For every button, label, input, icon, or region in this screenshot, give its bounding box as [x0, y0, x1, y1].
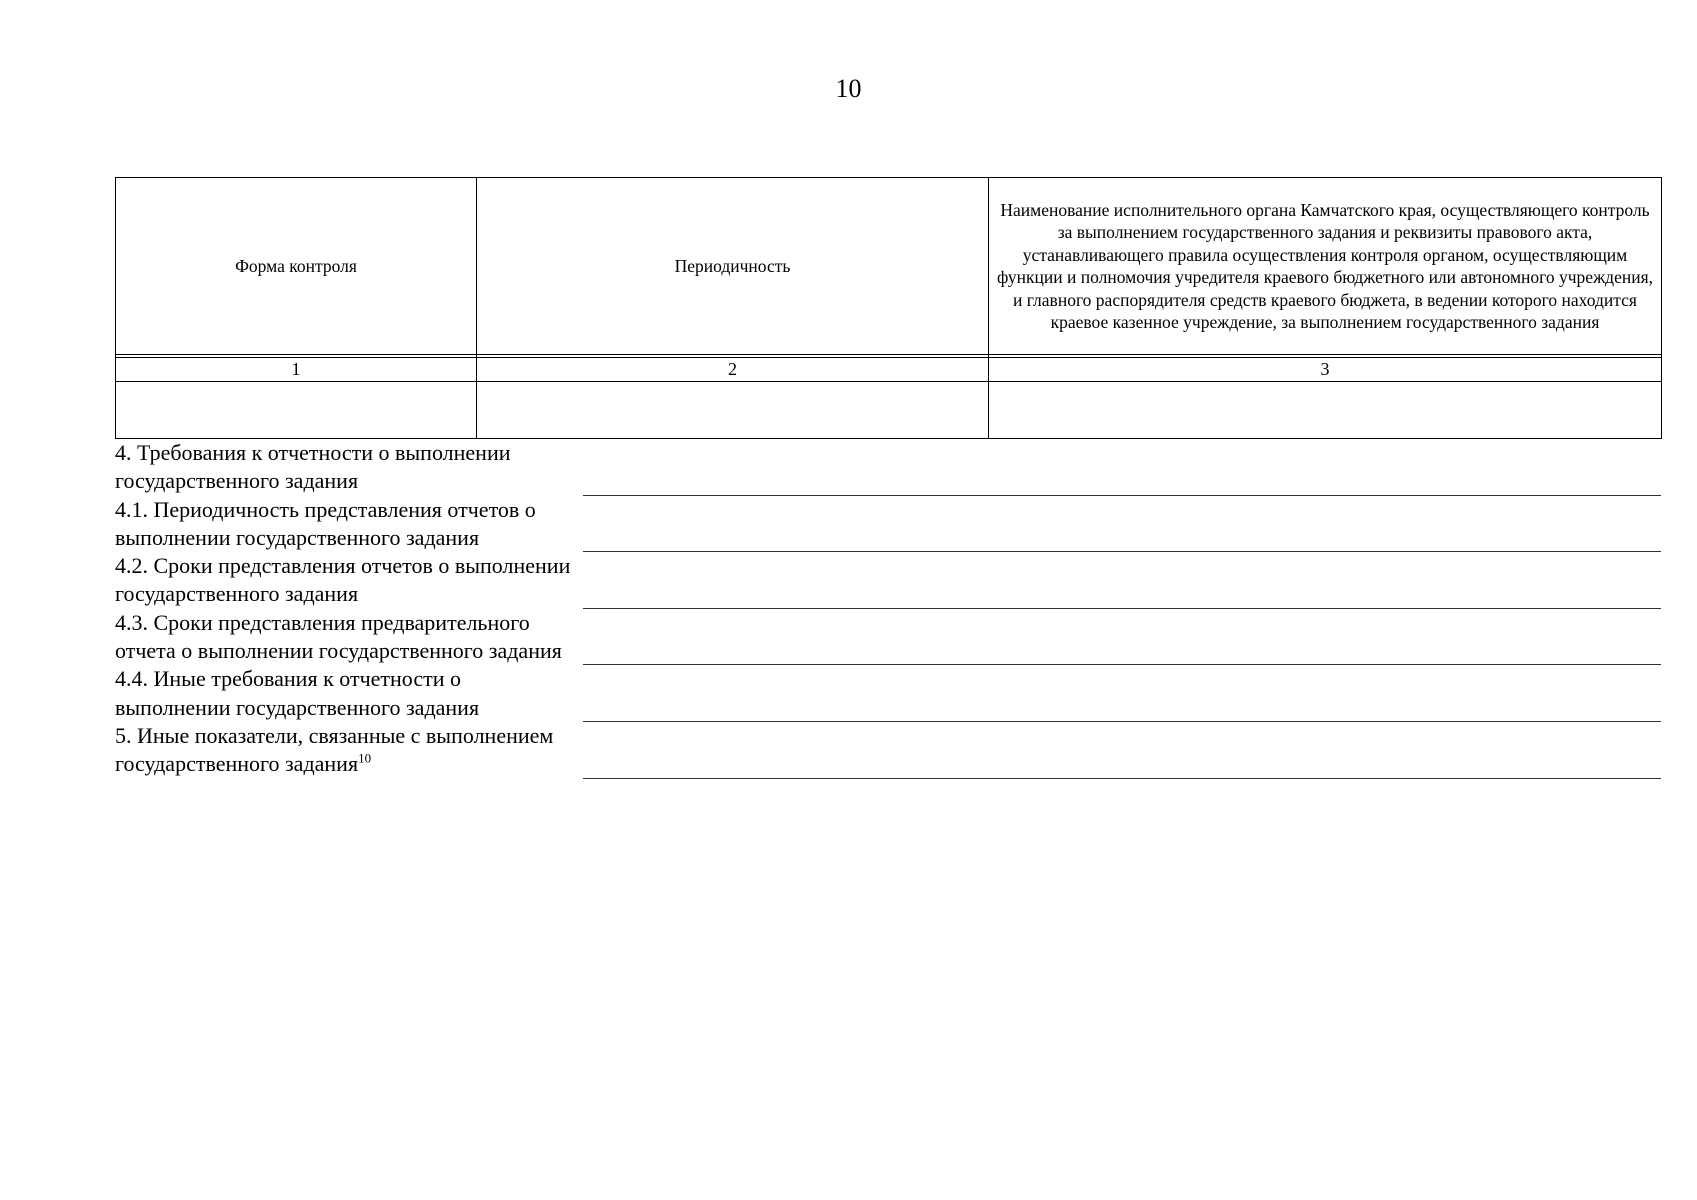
- requirement-label: [115, 722, 571, 779]
- footnote-marker: 10: [358, 750, 372, 766]
- requirement-label: 4.4. Иные требования к отчетности о выполнении государственного задания: [115, 666, 480, 720]
- page-number: 10: [835, 74, 862, 103]
- requirement-row: [115, 609, 1661, 666]
- header-executive-body: Наименование исполнительного органа Камчатского края, осуществляющего контроль за выполнением государственного задания и реквизиты правового акта, устанавливающего правила осуществления контроля органом, осуществляющим функции и полномочия учредителя краевого бюджетного или автономного учреждения, и главного распорядителя средств краевого бюджета, в ведении которого находится краевое казенное учреждение, за выполнением государственного задания: [989, 178, 1662, 355]
- requirement-row: [115, 722, 1661, 779]
- table-cell[interactable]: [116, 382, 477, 439]
- requirement-label: 4.1. Периодичность представления отчетов о выполнении государственного задания: [115, 496, 536, 550]
- requirement-row: [115, 496, 1661, 553]
- table-cell[interactable]: [477, 382, 989, 439]
- requirement-row: [115, 439, 1661, 496]
- fill-in-line[interactable]: [583, 607, 1661, 609]
- fill-in-line[interactable]: [583, 494, 1661, 496]
- requirement-label: 4.2. Сроки представления отчетов о выполнении государственного задания: [115, 553, 571, 607]
- table-row: [116, 382, 1662, 439]
- column-number-row: [116, 358, 1662, 382]
- fill-in-line[interactable]: [583, 550, 1661, 552]
- requirement-row: [115, 552, 1661, 609]
- requirement-label-text: 5. Иные показатели, связанные с выполнением государственного задания: [115, 722, 554, 777]
- column-number: 3: [989, 358, 1662, 382]
- column-number: 2: [477, 358, 989, 382]
- control-table: [115, 177, 1662, 439]
- table-header-row: [116, 178, 1662, 355]
- table-cell[interactable]: [989, 382, 1662, 439]
- fill-in-line[interactable]: [583, 720, 1661, 722]
- header-control-form: Форма контроля: [116, 178, 477, 355]
- reporting-requirements: [115, 439, 1661, 779]
- column-number: 1: [116, 358, 477, 382]
- requirement-label: 4.3. Сроки представления предварительного отчета о выполнении государственного задания: [115, 609, 562, 664]
- fill-in-line[interactable]: [583, 777, 1661, 779]
- requirement-row: [115, 665, 1661, 722]
- requirement-label: 4. Требования к отчетности о выполнении государственного задания: [115, 440, 511, 494]
- header-periodicity: Периодичность: [477, 178, 989, 355]
- fill-in-line[interactable]: [583, 663, 1661, 665]
